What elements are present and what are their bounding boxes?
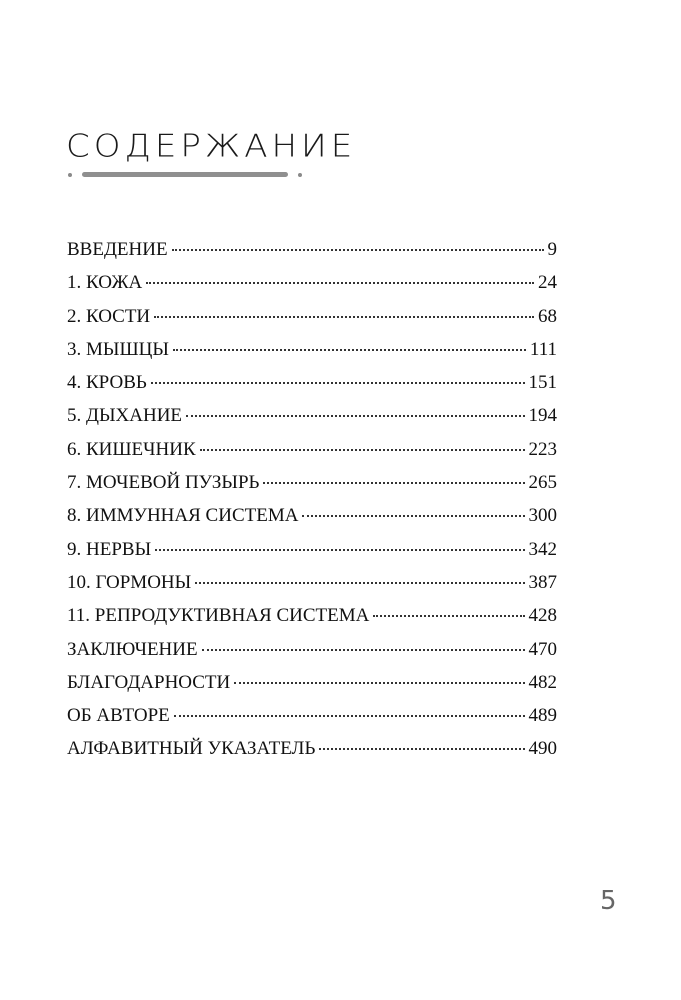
toc-entry-label: 9. НЕРВЫ: [67, 538, 152, 560]
toc-leader-dots: [155, 549, 524, 551]
title-divider: [68, 171, 302, 179]
toc-entry-page: 68: [538, 305, 557, 327]
divider-dot-right: [298, 173, 302, 177]
toc-entry-page: 387: [528, 571, 557, 593]
toc-leader-dots: [172, 249, 544, 251]
toc-entry-reproductive-system[interactable]: [67, 602, 557, 635]
toc-entry-label: ОБ АВТОРЕ: [67, 705, 170, 727]
toc-entry-label: ЗАКЛЮЧЕНИЕ: [67, 638, 198, 660]
toc-entry-page: 490: [528, 738, 557, 760]
toc-leader-dots: [319, 748, 524, 750]
toc-entry-acknowledgements[interactable]: [67, 669, 557, 702]
toc-entry-label: 1. КОЖА: [67, 272, 143, 294]
toc-entry-muscles[interactable]: [67, 336, 557, 369]
toc-leader-dots: [186, 415, 524, 417]
toc-entry-label: 4. КРОВЬ: [67, 372, 147, 394]
toc-entry-label: 11. РЕПРОДУКТИВНАЯ СИСТЕМА: [67, 605, 370, 627]
toc-leader-dots: [146, 282, 534, 284]
toc-leader-dots: [200, 449, 525, 451]
toc-leader-dots: [373, 615, 524, 617]
toc-entry-label: 10. ГОРМОНЫ: [67, 571, 192, 593]
toc-entry-page: 265: [528, 472, 557, 494]
toc-leader-dots: [195, 582, 524, 584]
toc-entry-intestine[interactable]: [67, 436, 557, 469]
toc-entry-page: 9: [547, 239, 557, 260]
toc-entry-page: 24: [538, 272, 557, 294]
toc-entry-page: 223: [528, 438, 557, 460]
toc-entry-page: 300: [528, 505, 557, 527]
toc-leader-dots: [151, 382, 525, 384]
toc-leader-dots: [154, 316, 534, 318]
toc-entry-page: 151: [528, 372, 557, 394]
toc-entry-label: БЛАГОДАРНОСТИ: [67, 671, 231, 693]
toc-entry-skin[interactable]: [67, 269, 557, 302]
toc-entry-label: АЛФАВИТНЫЙ УКАЗАТЕЛЬ: [67, 738, 316, 760]
toc-entry-introduction[interactable]: [67, 236, 557, 269]
page-number: 5: [600, 886, 617, 916]
toc-entry-label: 6. КИШЕЧНИК: [67, 438, 196, 460]
toc-leader-dots: [173, 349, 526, 351]
divider-bar: [82, 172, 288, 177]
toc-entry-bones[interactable]: [67, 303, 557, 336]
toc-entry-about-author[interactable]: [67, 702, 557, 735]
toc-entry-page: 470: [528, 638, 557, 660]
toc-leader-dots: [263, 482, 524, 484]
toc-entry-blood[interactable]: [67, 369, 557, 402]
toc-entry-immune-system[interactable]: [67, 502, 557, 535]
toc-entry-page: 489: [528, 705, 557, 727]
divider-dot-left: [68, 173, 72, 177]
toc-leader-dots: [202, 649, 525, 651]
toc-entry-label: 2. КОСТИ: [67, 305, 151, 327]
table-of-contents: [67, 236, 557, 769]
toc-entry-page: 428: [528, 605, 557, 627]
toc-entry-label: 5. ДЫХАНИЕ: [67, 405, 183, 427]
toc-entry-page: 111: [529, 338, 557, 360]
toc-entry-label: 7. МОЧЕВОЙ ПУЗЫРЬ: [67, 472, 260, 494]
toc-entry-page: 194: [528, 405, 557, 427]
toc-entry-conclusion[interactable]: [67, 636, 557, 669]
toc-leader-dots: [174, 715, 525, 717]
toc-entry-hormones[interactable]: [67, 569, 557, 602]
page-title: СОДЕРЖАНИЕ: [66, 128, 357, 165]
toc-entry-bladder[interactable]: [67, 469, 557, 502]
toc-entry-label: ВВЕДЕНИЕ: [67, 239, 168, 260]
toc-entry-page: 342: [528, 538, 557, 560]
toc-entry-breathing[interactable]: [67, 402, 557, 435]
toc-leader-dots: [302, 515, 524, 517]
toc-entry-page: 482: [528, 671, 557, 693]
toc-leader-dots: [234, 682, 524, 684]
toc-entry-label: 8. ИММУННАЯ СИСТЕМА: [67, 505, 299, 527]
toc-entry-label: 3. МЫШЦЫ: [67, 338, 169, 360]
toc-entry-nerves[interactable]: [67, 536, 557, 569]
toc-entry-index[interactable]: [67, 735, 557, 768]
